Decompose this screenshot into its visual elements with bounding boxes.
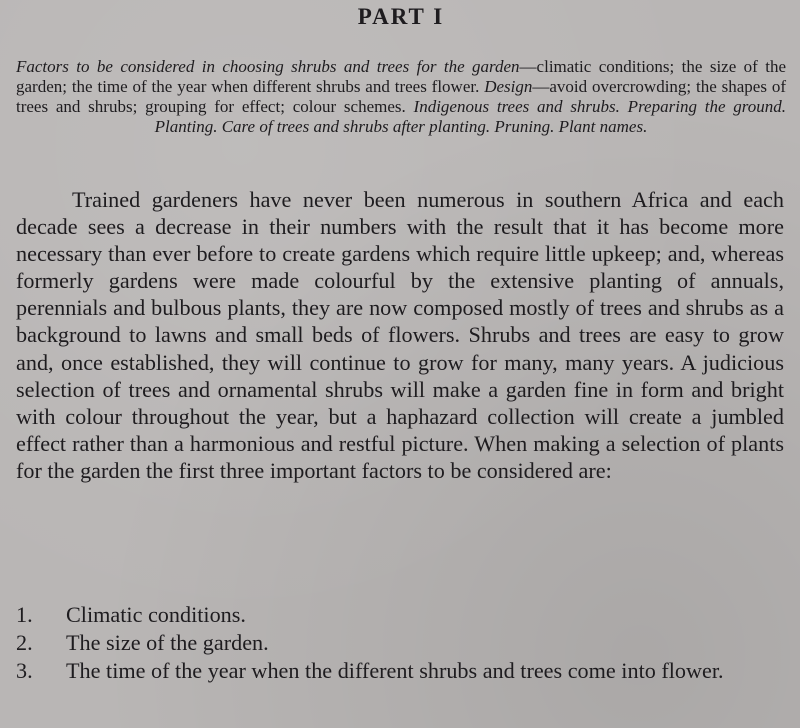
- list-item: [16, 629, 786, 657]
- summary-segment: Indigenous trees and shrubs. Preparing the ground. Planting. Care of trees and shrubs after planting. Pruning. Plant names.: [154, 97, 786, 136]
- list-item-text: The size of the garden.: [66, 630, 269, 655]
- list-item-number: 1.: [16, 602, 33, 627]
- part-heading: PART I: [357, 4, 445, 29]
- list-item-number: 2.: [16, 630, 33, 655]
- summary-segment: Design: [484, 77, 533, 96]
- book-page: [16, 0, 786, 728]
- chapter-summary: [16, 57, 786, 137]
- list-item-text: The time of the year when the different shrubs and trees come into flower.: [66, 658, 724, 683]
- body-paragraph: Trained gardeners have never been numerous in southern Africa and each decade sees a decrease in their numbers with the result that it has become more necessary than ever before to create gardens which require little upkeep; and, whereas formerly gardens were made colourful by the extensive planting of annuals, perennials and bulbous plants, they are now composed mostly of trees and shrubs as a background to lawns and small beds of flowers. Shrubs and trees are easy to grow and, once established, they will continue to grow for many, many years. A judicious selection of trees and ornamental shrubs will make a garden fine in form and bright with colour throughout the year, but a haphazard collection will create a jumbled effect rather than a harmonious and restful picture. When making a selection of plants for the garden the first three important factors to be considered are:: [16, 187, 784, 483]
- factor-list: [16, 601, 786, 685]
- list-item-number: 3.: [16, 658, 33, 683]
- summary-segment: —avoid overcrowding; the shapes of trees and shrubs; grouping for effect; colour schemes.: [16, 77, 786, 116]
- summary-segment: Factors to be considered in choosing shrubs and trees for the garden: [16, 57, 520, 76]
- list-item: [16, 601, 786, 629]
- summary-segment: —climatic conditions; the size of the garden; the time of the year when different shrubs and trees flower.: [16, 57, 786, 96]
- list-item: [16, 657, 786, 685]
- list-item-text: Climatic conditions.: [66, 602, 246, 627]
